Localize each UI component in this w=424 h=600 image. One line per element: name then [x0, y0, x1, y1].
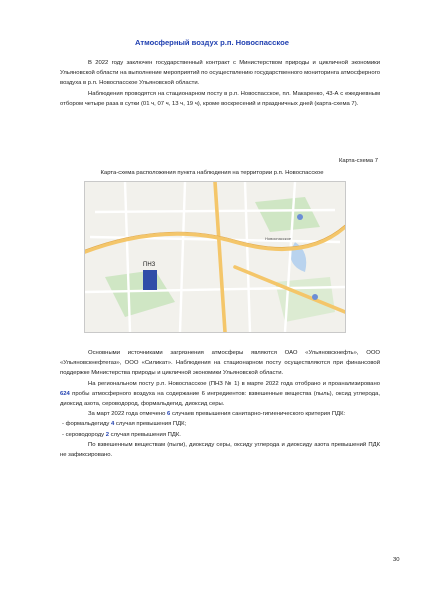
closing-paragraph: По взвешенным веществам (пыли), диоксиду серы, оксиду углерода и диоксиду азота превышений ПДК не зафиксировано.: [60, 441, 380, 459]
poi-icon: [312, 294, 318, 300]
intro-paragraph-2: Наблюдения проводятся на стационарном посту в р.п. Новоспасское, пл. Макаренко, 43-А с ежедневным отбором четыре раза в сутки (01 ч, 07 ч, 13 ч, 19 ч), кроме воскресений и праздничных дней (карта-схема 7).: [60, 90, 380, 107]
intro-paragraph-1: В 2022 году заключен государственный контракт с Министерством природы и цикличной экономики Ульяновской области на выполнение мероприятий по осуществлению государственного мониторинга атмосферного воздуха в р.п. Новоспасское Ульяновской области.: [60, 60, 380, 87]
body-block: [60, 348, 380, 460]
station-label: ПНЗ: [143, 262, 156, 268]
list-item: [60, 430, 380, 440]
item-prefix: - формальдегиду: [62, 421, 112, 428]
item-count: 2: [105, 431, 110, 438]
map-graphic: [85, 182, 345, 332]
exceed-count: 6: [167, 411, 171, 418]
regional-paragraph: [60, 379, 380, 410]
regional-after: пробы атмосферного воздуха на содержание 6 ингредиентов: взвешенные вещества (пыль), оксид углерода, диоксид азота, сероводород, формальдегид, диоксид серы.: [60, 390, 380, 408]
intro-block: [60, 58, 380, 109]
exceed-paragraph: [60, 409, 380, 419]
poi-icon: [297, 214, 303, 220]
item-prefix: - сероводороду: [62, 431, 106, 438]
sample-count: 624: [60, 390, 70, 397]
sources-paragraph: Основными источниками загрязнения атмосферы являются ОАО «Ульяновскнефть», ООО «Ульяновскнефтегаз», ООО «Силикат». Наблюдения на стационарном посту осуществляются при финансовой поддержке Министерства природы и цикличной экономики Ульяновской области.: [60, 350, 380, 377]
place-label: Новоспасское: [265, 236, 292, 241]
exceed-before: За март 2022 года отмечено: [88, 411, 168, 418]
page-title: Атмосферный воздух р.п. Новоспасское: [135, 38, 289, 47]
page-number: 30: [393, 557, 400, 563]
regional-before: На региональном посту р.п. Новоспасское (ПНЗ № 1) в марте 2022 года отобрано и проанализировано: [88, 380, 380, 387]
item-suffix: случая превышения ПДК;: [114, 421, 187, 428]
item-suffix: случая превышения ПДК.: [109, 431, 181, 438]
list-item: [60, 419, 380, 429]
location-map: [84, 181, 346, 333]
station-marker: [143, 270, 157, 290]
exceed-after: случаев превышения санитарно-гигиенического критерия ПДК:: [170, 411, 346, 418]
map-caption: Карта-схема расположения пункта наблюдения на территории р.п. Новоспасское: [100, 170, 324, 176]
item-count: 4: [111, 421, 115, 428]
map-label: Карта-схема 7: [338, 158, 378, 164]
